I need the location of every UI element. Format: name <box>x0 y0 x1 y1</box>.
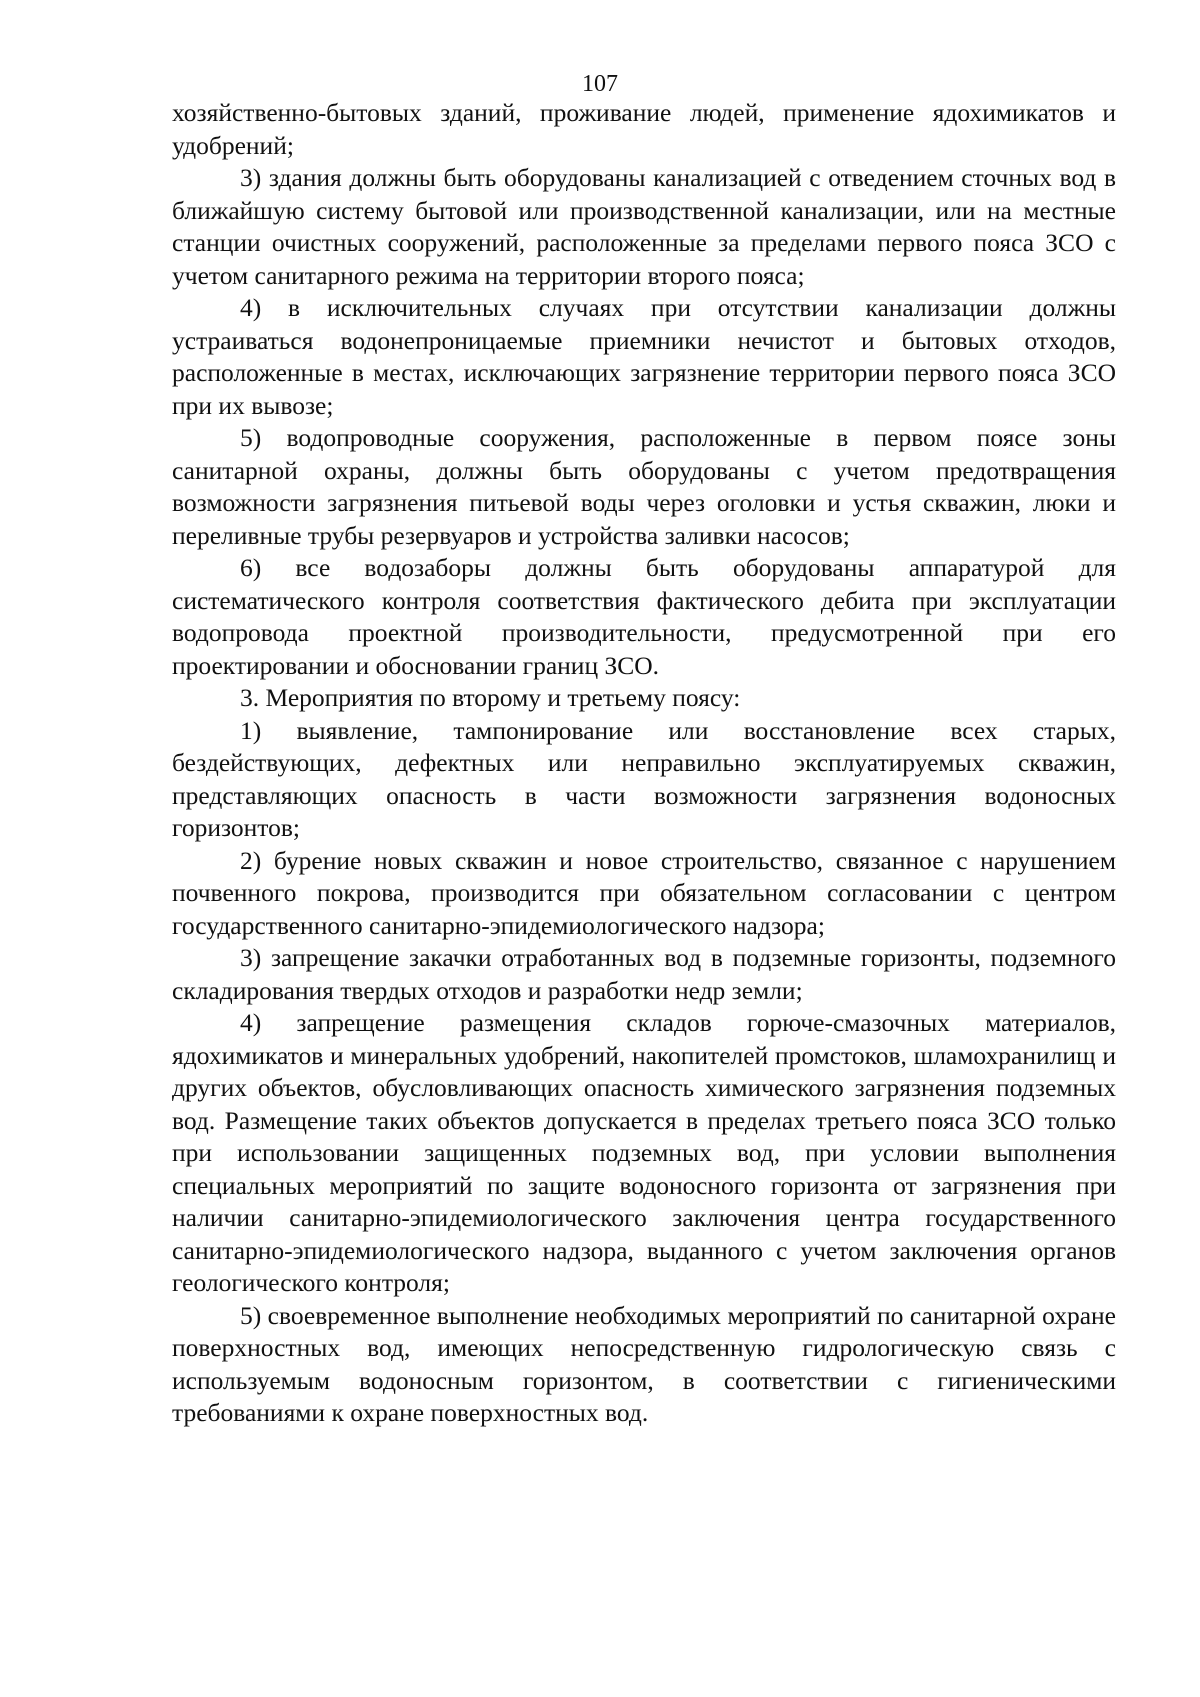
paragraph-item-4-waste-receivers: 4) в исключительных случаях при отсутствии канализации должны устраиваться водонепроницаемые приемники нечистот и бытовых отходов, расположенные в местах, исключающих загрязнение территории первого пояса ЗСО при их вывозе; <box>172 293 1116 420</box>
page-number: 107 <box>582 71 618 97</box>
document-body <box>172 97 1116 1430</box>
paragraph-item-3-injection-ban: 3) запрещение закачки отработанных вод в подземные горизонты, подземного складирования твердых отходов и разработки недр земли; <box>172 943 1116 1005</box>
paragraph-item-4-storage-ban: 4) запрещение размещения складов горюче-смазочных материалов, ядохимикатов и минеральных удобрений, накопителей промстоков, шламохранилищ и других объектов, обусловливающих опасность химического загрязнения подземных вод. Размещение таких объектов допускается в пределах третьего пояса ЗСО только при использовании защищенных подземных вод, при условии выполнения специальных мероприятий по защите водоносного горизонта от загрязнения при наличии санитарно-эпидемиологического заключения центра государственного санитарно-эпидемиологического надзора, выданного с учетом заключения органов геологического контроля; <box>172 1008 1116 1297</box>
paragraph-item-2-drilling: 2) бурение новых скважин и новое строительство, связанное с нарушением почвенного покрова, производится при обязательном согласовании с центром государственного санитарно-эпидемиологического надзора; <box>172 845 1116 940</box>
paragraph-item-6-water-intakes: 6) все водозаборы должны быть оборудованы аппаратурой для систематического контроля соответствия фактического дебита при эксплуатации водопровода проектной производительности, предусмотренной при его проектировании и обосновании границ ЗСО. <box>172 553 1116 680</box>
paragraph-item-5-surface-water: 5) своевременное выполнение необходимых мероприятий по санитарной охране поверхностных вод, имеющих непосредственную гидрологическую связь с используемым водоносным горизонтом, в соответствии с гигиеническими требованиями к охране поверхностных вод. <box>172 1300 1116 1427</box>
paragraph-item-1-wells: 1) выявление, тампонирование или восстановление всех старых, бездействующих, дефектных или неправильно эксплуатируемых скважин, представляющих опасность в части возможности загрязнения водоносных горизонтов; <box>172 715 1116 842</box>
paragraph-continuation: хозяйственно-бытовых зданий, проживание людей, применение ядохимикатов и удобрений; <box>172 98 1116 160</box>
section-heading-second-third-belt: 3. Мероприятия по второму и третьему поясу: <box>240 683 741 712</box>
paragraph-item-3-sewerage: 3) здания должны быть оборудованы канализацией с отведением сточных вод в ближайшую систему бытовой или производственной канализации, или на местные станции очистных сооружений, расположенные за пределами первого пояса ЗСО с учетом санитарного режима на территории второго пояса; <box>172 163 1116 290</box>
paragraph-item-5-water-structures: 5) водопроводные сооружения, расположенные в первом поясе зоны санитарной охраны, должны быть оборудованы с учетом предотвращения возможности загрязнения питьевой воды через оголовки и устья скважин, люки и переливные трубы резервуаров и устройства заливки насосов; <box>172 423 1116 550</box>
